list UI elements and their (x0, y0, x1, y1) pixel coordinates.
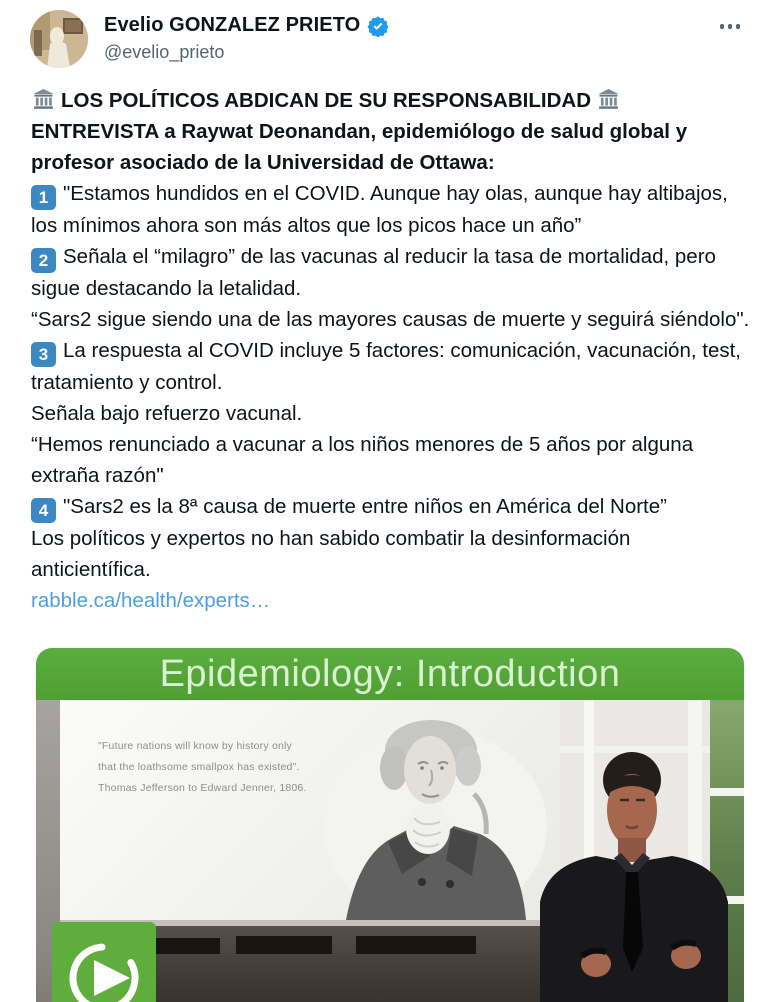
tray-object (156, 938, 220, 954)
tray-object (236, 936, 332, 954)
classical-building-icon (596, 87, 621, 111)
video-banner (36, 648, 744, 700)
avatar[interactable] (30, 10, 88, 68)
tweet-line-text: Señala bajo refuerzo vacunal. (31, 402, 303, 425)
video-card[interactable] (36, 648, 744, 1002)
tweet-line (31, 335, 753, 398)
tweet-line-text: “Hemos renunciado a vacunar a los niños menores de 5 años por alguna extraña razón" (31, 433, 694, 487)
display-name[interactable]: Evelio GONZALEZ PRIETO (104, 14, 361, 36)
video-title: Epidemiology: Introduction (159, 652, 621, 695)
number-keycap-icon: 3 (31, 342, 56, 367)
name-row[interactable] (104, 14, 389, 37)
video-thumbnail (36, 700, 744, 1002)
tweet-line (31, 523, 753, 585)
tray-object (356, 936, 476, 954)
tweet-line (31, 429, 753, 491)
tweet-text (31, 85, 753, 616)
tweet-line (31, 398, 753, 429)
tweet-line-text: Señala el “milagro” de las vacunas al reducir la tasa de mortalidad, pero sigue destacando la letalidad. (31, 245, 716, 300)
user-handle[interactable]: @evelio_prieto (104, 42, 225, 62)
tweet-line-text: Los políticos y expertos no han sabido combatir la desinformación anticientífica. (31, 527, 631, 581)
tweet-line (31, 178, 753, 241)
tweet-line (31, 241, 753, 304)
tweet-line-text: "Sars2 es la 8ª causa de muerte entre niños en América del Norte” (63, 495, 667, 518)
quote-line-2: that the loathsome smallpox has existed". (98, 761, 300, 773)
slide-quote (98, 736, 307, 799)
presenter-figure (496, 730, 744, 1002)
number-keycap-icon: 1 (31, 185, 56, 210)
tweet-line (31, 304, 753, 335)
tweet-intro-line: ENTREVISTA a Raywat Deonandan, epidemiólogo de salud global y profesor asociado de la Universidad de Ottawa: (31, 120, 688, 174)
tweet-title-line (31, 85, 753, 116)
tweet-points (31, 178, 753, 585)
tweet-line (31, 491, 753, 523)
verified-badge-icon (367, 15, 389, 37)
number-keycap-icon: 4 (31, 498, 56, 523)
tweet-line-text: "Estamos hundidos en el COVID. Aunque hay olas, aunque hay altibajos, los mínimos ahora son más altos que los picos hace un año” (31, 182, 728, 237)
tweet-line-text: La respuesta al COVID incluye 5 factores: comunicación, vacunación, test, tratamiento y control. (31, 339, 741, 394)
avatar-photo (30, 10, 88, 68)
tweet-line-text: “Sars2 sigue siendo una de las mayores causas de muerte y seguirá siéndolo". (31, 308, 750, 331)
tweet-title-text: LOS POLÍTICOS ABDICAN DE SU RESPONSABILIDAD (61, 89, 591, 112)
quote-line-1: "Future nations will know by history only (98, 740, 293, 752)
play-icon (66, 940, 142, 1002)
number-keycap-icon: 2 (31, 248, 56, 273)
play-button-overlay[interactable] (52, 922, 156, 1002)
quote-attribution: Thomas Jefferson to Edward Jenner, 1806. (98, 782, 307, 794)
ellipsis-icon (720, 24, 725, 29)
classical-building-icon (31, 87, 56, 111)
tweet-link[interactable]: rabble.ca/health/experts… (31, 589, 271, 612)
more-button[interactable] (716, 20, 745, 33)
